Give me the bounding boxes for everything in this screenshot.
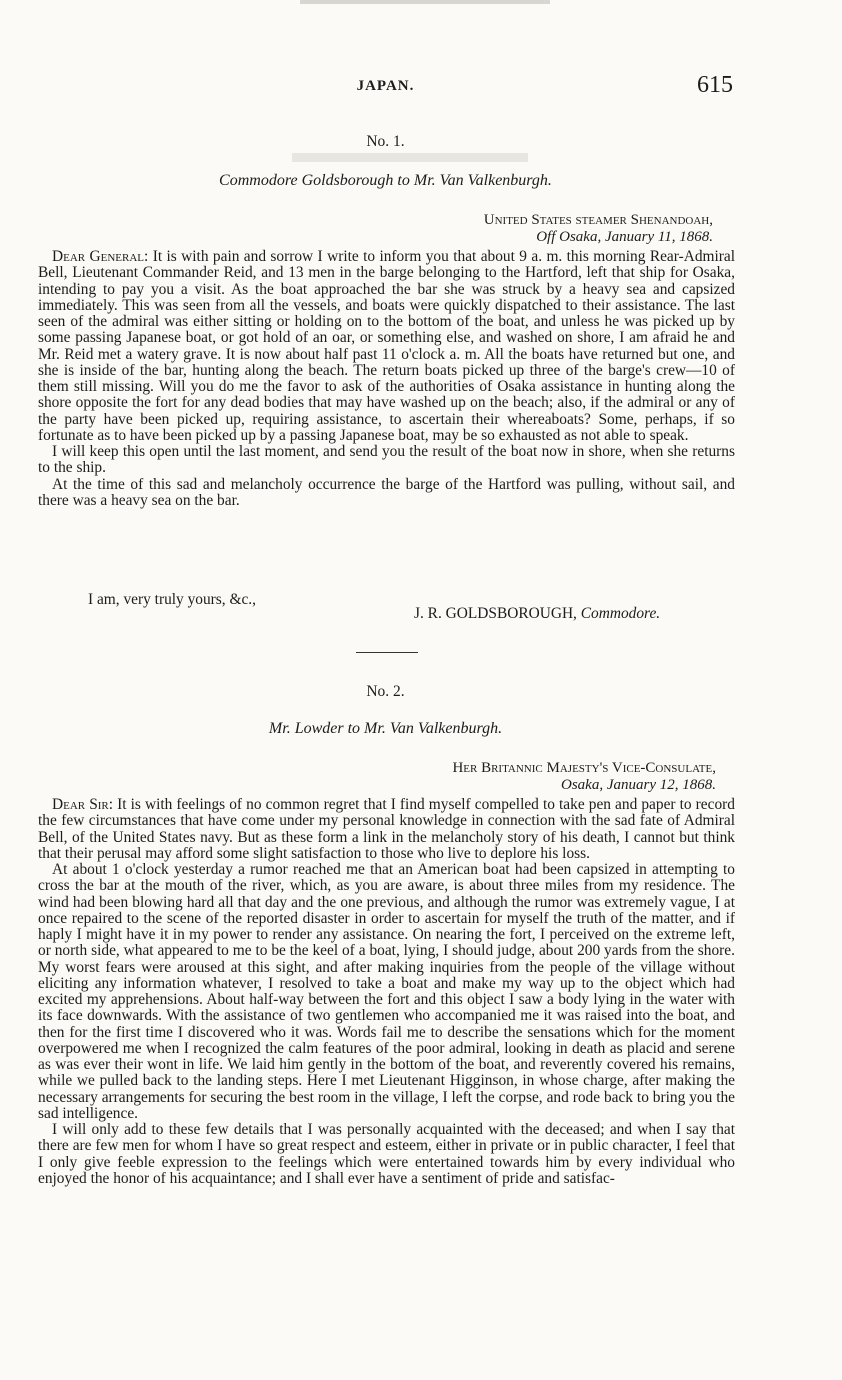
letter1-paragraph-3: At the time of this sad and melancholy occurrence the barge of the Hartford was pulling, without sail, and there was a heavy sea on the bar. [38, 475, 735, 509]
letter1-closing: I am, very truly yours, &c., [88, 591, 256, 608]
section-divider [356, 652, 418, 653]
letter2-paragraph-1 [38, 797, 735, 862]
letter1-date: Off Osaka, January 11, 1868. [536, 229, 713, 245]
letter1-body [38, 249, 735, 509]
letter2-date: Osaka, January 12, 1868. [561, 777, 716, 793]
letter1-subtitle: Commodore Goldsborough to Mr. Van Valkenburgh. [219, 172, 552, 189]
page-number: 615 [697, 72, 733, 98]
letter1-place: United States steamer Shenandoah, [483, 212, 713, 228]
letter2-place: Her Britannic Majesty's Vice-Consulate, [452, 760, 716, 776]
letter1-paragraph-1-text: It is with pain and sorrow I write to inform you that about 9 a. m. this morning Rear-Admiral Bell, Lieutenant Commander Reid, and 13 men in the barge belonging to the Hartford, left that ship for Osaka, intending to pay you a visit. As the boat approached the bar she was struck by a heavy sea and capsized immediately. This was seen from all the vessels, and boats were quickly dispatched to their assistance. The last seen of the admiral was either sitting or holding on to the bottom of the boat, and unless he was picked up by some passing Japanese boat, or got hold of an oar, or something else, and washed on shore, I am afraid he and Mr. Reid met a watery grave. It is now about half past 11 o'clock a. m. All the boats have returned but one, and she is inside of the bar, hunting along the beach. The return boats picked up three of the barge's crew—10 of them still missing. Will you do me the favor to ask of the authorities of Osaka assistance in hunting along the shore opposite the fort for any dead bodies that may have washed up on the beach; also, if the admiral or any of the party have been picked up, requiring assistance, to ascertain their whereaboats? Some, perhaps, if so fortunate as to have been picked up by a passing Japanese boat, may be so exhausted as not able to speak. [38, 248, 735, 444]
letter2-salutation: Dear Sir: [52, 796, 114, 813]
letter1-signature [414, 605, 660, 623]
letter2-dateline [300, 760, 716, 794]
letter1-signature-title: Commodore. [580, 605, 661, 622]
letter2-number: No. 2. [366, 683, 405, 700]
letter2-paragraph-1-text: It is with feelings of no common regret that I find myself compelled to take pen and paper to record the few circumstances that have come under my personal knowledge in connection with the sad fate of Admiral Bell, of the United States navy. But as these form a link in the melancholy story of his death, I cannot but think that their perusal may afford some slight satisfaction to those who live to deplore his loss. [38, 796, 735, 862]
running-head [38, 72, 733, 102]
scan-artifact-top [300, 0, 550, 4]
letter1-number: No. 1. [366, 133, 405, 150]
letter1-paragraph-2: I will keep this open until the last moment, and send you the result of the boat now in shore, when she returns to the ship. [38, 443, 735, 477]
letter2-paragraph-3: I will only add to these few details that I was personally acquainted with the deceased; and when I say that there are few men for whom I have so great respect and esteem, either in private or in public character, I feel that I only give feeble expression to the feelings which were entertained towards him by every individual who enjoyed the honor of his acquaintance; and I shall ever have a sentiment of pride and satisfac- [38, 1121, 735, 1187]
letter2-paragraph-2: At about 1 o'clock yesterday a rumor reached me that an American boat had been capsized in attempting to cross the bar at the mouth of the river, which, as you are aware, is about three miles from my residence. The wind had been blowing hard all that day and the one previous, and although the rumor was extremely vague, I at once repaired to the scene of the reported disaster in order to ascertain for myself the truth of the matter, and if haply I might have it in my power to render any assistance. On nearing the fort, I perceived on the extreme left, or north side, what appeared to me to be the keel of a boat, lying, I should judge, about 200 yards from the shore. My worst fears were aroused at this sight, and after making inquiries from the people of the village without eliciting any information whatever, I resolved to take a boat and make my way up to the object which had excited my apprehensions. About half-way between the fort and this object I saw a body lying in the water with its face downwards. With the assistance of two gentlemen who accompanied me it was raised into the boat, and then for the first time I discovered who it was. Words fail me to describe the sensations which for the moment overpowered me when I recognized the calm features of the poor admiral, looking in death as placid and serene as was ever their wont in life. We laid him gently in the bottom of the boat, and reverently covered his remains, while we pulled back to the landing steps. Here I met Lieutenant Higginson, in whose charge, after making the necessary arrangements for securing the best room in the village, I left the corpse, and rode back to bring you the sad intelligence. [38, 861, 735, 1122]
running-head-title: JAPAN. [356, 78, 415, 94]
letter1-paragraph-1 [38, 249, 735, 444]
letter2-subtitle: Mr. Lowder to Mr. Van Valkenburgh. [268, 720, 503, 737]
letter1-dateline [300, 212, 713, 246]
letter2-body [38, 797, 735, 1187]
letter1-signature-name: J. R. GOLDSBOROUGH, [414, 605, 577, 622]
scan-artifact-mid [292, 153, 528, 162]
letter1-salutation: Dear General: [52, 248, 149, 265]
